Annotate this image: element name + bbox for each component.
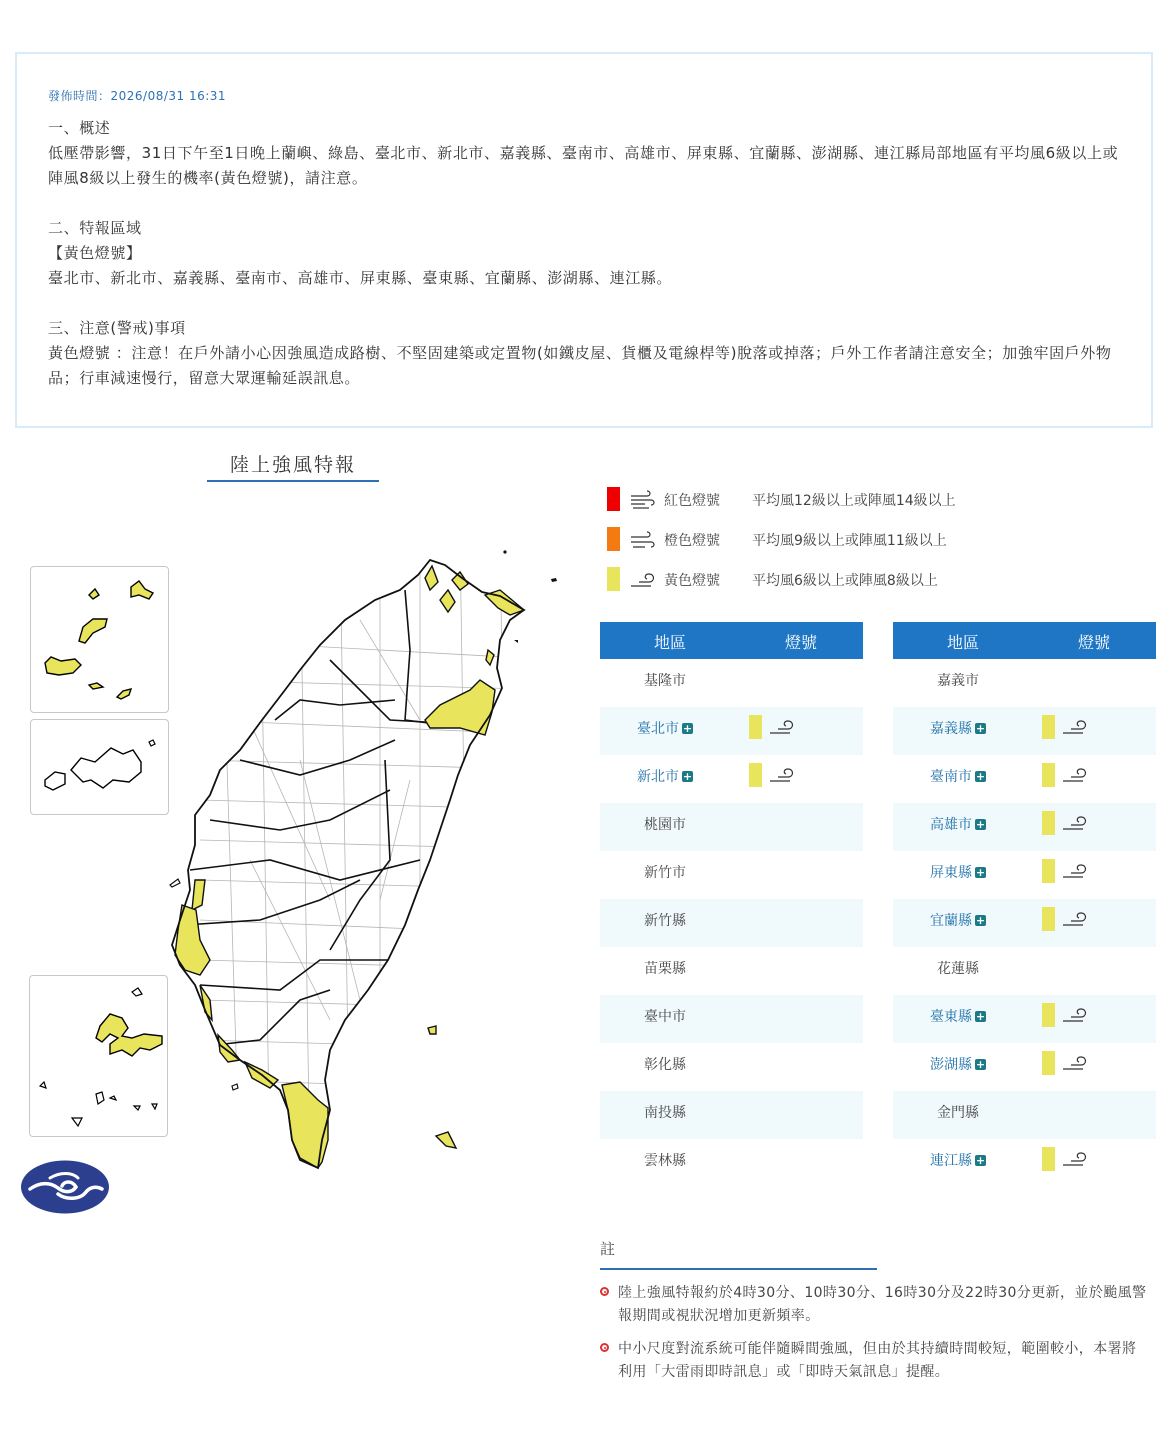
region-label: 南投縣 [644, 1105, 686, 1121]
publish-time: 發佈時間：2026/08/31 16:31 [48, 89, 227, 103]
table-row [600, 707, 863, 755]
light-wind-icon [1061, 861, 1089, 881]
region-name[interactable] [893, 1150, 1023, 1170]
expand-plus-icon[interactable]: + [975, 866, 986, 879]
region-label: 連江縣 [930, 1153, 972, 1169]
table-row [893, 947, 1156, 995]
cwa-logo [20, 1160, 110, 1215]
col-region-header: 地區 [654, 633, 687, 652]
region-label: 高雄市 [930, 817, 972, 833]
region-label: 新北市 [637, 769, 679, 785]
table-row [893, 1043, 1156, 1091]
yellow-signal-swatch [1042, 763, 1055, 787]
region-name [600, 670, 730, 690]
yellow-swatch [607, 567, 620, 591]
region-name[interactable] [893, 814, 1023, 834]
legend-red-name: 紅色燈號 [664, 493, 720, 509]
region-label: 苗栗縣 [644, 961, 686, 977]
legend-red [607, 487, 1027, 511]
light-wind-icon [1061, 909, 1089, 929]
table-row [893, 707, 1156, 755]
overview-text: 低壓帶影響，31日下午至1日晚上蘭嶼、綠島、臺北市、新北市、嘉義縣、臺南市、高雄市、屏東縣、宜蘭縣、澎湖縣、連江縣局部地區有平均風6級以上或陣風8級以上發生的機率(黃色燈號)，請注意。 [48, 144, 1119, 187]
region-name [600, 910, 730, 930]
notice-body [48, 116, 1128, 391]
region-name[interactable] [893, 910, 1023, 930]
table-row [600, 755, 863, 803]
region-name[interactable] [600, 718, 730, 738]
light-wind-icon [1061, 1149, 1089, 1169]
table-row [600, 1091, 863, 1139]
expand-plus-icon[interactable]: + [975, 1154, 986, 1167]
yellow-signal-swatch [1042, 907, 1055, 931]
legend-yellow-desc: 平均風6級以上或陣風8級以上 [752, 573, 938, 589]
yellow-signal-swatch [749, 715, 762, 739]
region-name[interactable] [893, 1006, 1023, 1026]
region-name [893, 958, 1023, 978]
expand-plus-icon[interactable]: + [975, 1058, 986, 1071]
legend-yellow [607, 567, 1027, 591]
region-name [600, 1006, 730, 1026]
region-label: 雲林縣 [644, 1153, 686, 1169]
table-row [600, 899, 863, 947]
orange-swatch [607, 527, 620, 551]
yellow-signal-swatch [1042, 811, 1055, 835]
table-row [600, 659, 863, 707]
table-row [600, 995, 863, 1043]
region-name [600, 1102, 730, 1122]
col-signal-header: 燈號 [785, 633, 818, 652]
light-wind-icon [1061, 717, 1089, 737]
medium-wind-icon [629, 530, 657, 550]
yellow-signal-swatch [1042, 859, 1055, 883]
expand-plus-icon[interactable]: + [975, 1010, 986, 1023]
region-label: 花蓮縣 [937, 961, 979, 977]
col-signal-header: 燈號 [1078, 633, 1111, 652]
region-label: 金門縣 [937, 1105, 979, 1121]
region-name [893, 1102, 1023, 1122]
map-title: 陸上強風特報 [207, 450, 379, 482]
table-row [893, 851, 1156, 899]
expand-plus-icon[interactable]: + [682, 722, 693, 735]
region-label: 基隆市 [644, 673, 686, 689]
yellow-signal-label: 【黃色燈號】 [48, 244, 142, 262]
region-name [600, 1054, 730, 1074]
notice-box [15, 52, 1153, 428]
region-label: 臺北市 [637, 721, 679, 737]
legend-orange-name: 橙色燈號 [664, 533, 720, 549]
region-name [600, 1150, 730, 1170]
region-label: 澎湖縣 [930, 1057, 972, 1073]
yellow-signal-swatch [1042, 1051, 1055, 1075]
expand-plus-icon[interactable]: + [975, 770, 986, 783]
region-name [893, 670, 1023, 690]
light-wind-icon [768, 717, 796, 737]
notes-title: 註 [600, 1238, 877, 1270]
region-name[interactable] [893, 1054, 1023, 1074]
region-name [600, 814, 730, 834]
table-row [893, 755, 1156, 803]
region-name[interactable] [600, 766, 730, 786]
expand-plus-icon[interactable]: + [975, 722, 986, 735]
light-wind-icon [1061, 1005, 1089, 1025]
caution-text: 黃色燈號 ：注意！在戶外請小心因強風造成路樹、不堅固建築或定置物(如鐵皮屋、貨櫃及電線桿等)脫落或掉落；戶外工作者請注意安全；加強牢固戶外物品；行車減速慢行，留意大眾運輸延誤訊息。 [48, 344, 1112, 387]
red-swatch [607, 487, 620, 511]
light-wind-icon [629, 570, 657, 590]
region-table-right [893, 622, 1156, 1187]
legend-orange [607, 527, 1027, 551]
region-label: 嘉義市 [937, 673, 979, 689]
table-row [893, 803, 1156, 851]
legend-red-desc: 平均風12級以上或陣風14級以上 [752, 493, 956, 509]
region-label: 宜蘭縣 [930, 913, 972, 929]
table-row [600, 1139, 863, 1187]
table-row [600, 851, 863, 899]
yellow-signal-swatch [749, 763, 762, 787]
region-label: 屏東縣 [930, 865, 972, 881]
note-item [600, 1338, 1150, 1384]
table-row [893, 659, 1156, 707]
table-row [600, 947, 863, 995]
table-row [893, 899, 1156, 947]
region-name[interactable] [893, 862, 1023, 882]
region-label: 臺南市 [930, 769, 972, 785]
section-title-overview: 一、概述 [48, 119, 111, 137]
region-label: 嘉義縣 [930, 721, 972, 737]
legend-yellow-name: 黃色燈號 [664, 573, 720, 589]
table-row [893, 1091, 1156, 1139]
region-label: 新竹市 [644, 865, 686, 881]
region-label: 桃園市 [644, 817, 686, 833]
region-name[interactable] [893, 766, 1023, 786]
taiwan-map [15, 540, 575, 1180]
light-wind-icon [768, 765, 796, 785]
expand-plus-icon[interactable]: + [975, 914, 986, 927]
yellow-signal-swatch [1042, 1003, 1055, 1027]
region-label: 新竹縣 [644, 913, 686, 929]
region-label: 彰化縣 [644, 1057, 686, 1073]
col-region-header: 地區 [947, 633, 980, 652]
strong-wind-icon [629, 490, 657, 510]
bullet-icon [600, 1287, 609, 1296]
legend-orange-desc: 平均風9級以上或陣風11級以上 [752, 533, 947, 549]
light-wind-icon [1061, 765, 1089, 785]
light-wind-icon [1061, 813, 1089, 833]
note-item [600, 1282, 1150, 1328]
expand-plus-icon[interactable]: + [682, 770, 693, 783]
region-name [600, 958, 730, 978]
region-name[interactable] [893, 718, 1023, 738]
yellow-signal-swatch [1042, 1147, 1055, 1171]
light-wind-icon [1061, 1053, 1089, 1073]
section-title-caution: 三、注意(警戒)事項 [48, 319, 186, 337]
table-row [893, 1139, 1156, 1187]
region-name [600, 862, 730, 882]
table-row [893, 995, 1156, 1043]
yellow-signal-swatch [1042, 715, 1055, 739]
table-header [893, 622, 1156, 659]
table-row [600, 803, 863, 851]
note-text: 中小尺度對流系統可能伴隨瞬間強風，但由於其持續時間較短，範圍較小，本署將利用「大雷雨即時訊息」或「即時天氣訊息」提醒。 [618, 1341, 1137, 1380]
region-label: 臺東縣 [930, 1009, 972, 1025]
table-header [600, 622, 863, 659]
section-title-area: 二、特報區域 [48, 219, 142, 237]
bullet-icon [600, 1343, 609, 1352]
area-list-text: 臺北市、新北市、嘉義縣、臺南市、高雄市、屏東縣、臺東縣、宜蘭縣、澎湖縣、連江縣。 [48, 269, 673, 287]
region-table-left [600, 622, 863, 1187]
table-row [600, 1043, 863, 1091]
note-text: 陸上強風特報約於4時30分、10時30分、16時30分及22時30分更新，並於颱風警報期間或視狀況增加更新頻率。 [618, 1285, 1147, 1324]
expand-plus-icon[interactable]: + [975, 818, 986, 831]
region-label: 臺中市 [644, 1009, 686, 1025]
